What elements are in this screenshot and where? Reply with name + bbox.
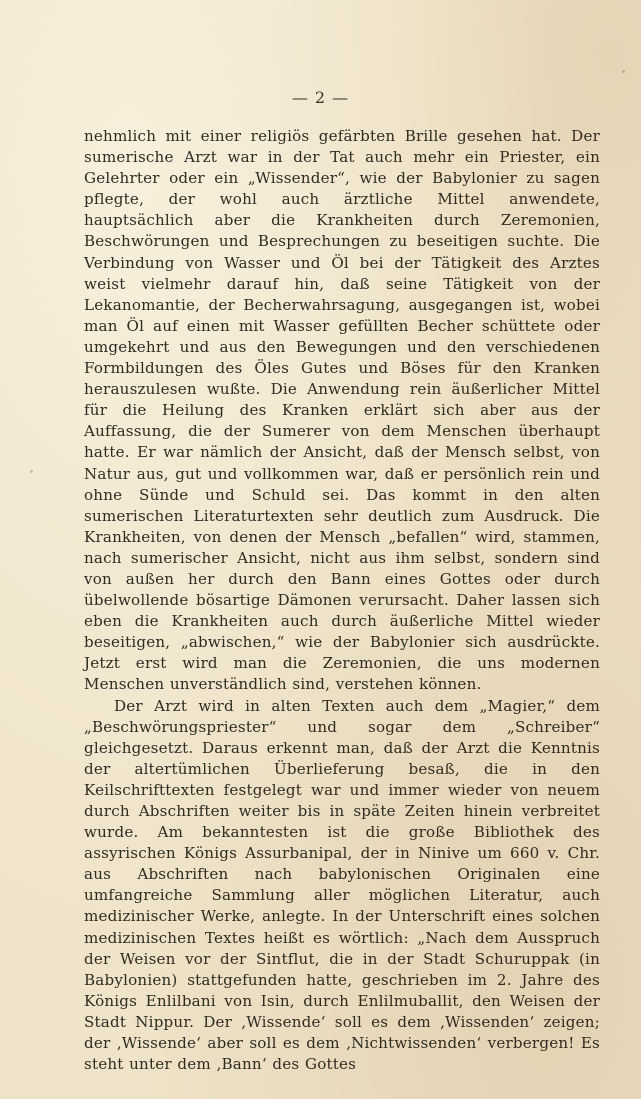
paper-speck — [283, 1020, 286, 1023]
page-number: — 2 — — [291, 88, 350, 107]
body-text — [84, 126, 600, 1075]
paper-speck — [30, 470, 33, 473]
paper-speck — [622, 70, 625, 73]
paragraph-1: nehmlich mit einer religiös gefärbten Brille gesehen hat. Der sumerische Arzt war in der Tat auch mehr ein Priester, ein Gelehrter oder ein „Wissender“, wie der Babylonier zu sagen pflegte, der wohl auch ärztliche Mittel anwendete, hauptsächlich aber die Krankheiten durch Zeremonien, Beschwörungen und Besprechungen zu beseitigen suchte. Die Verbindung von Wasser und Öl bei der Tätigkeit des Arztes weist vielmehr darauf hin, daß seine Tätigkeit von der Lekanomantie, der Becherwahrsagung, ausgegangen ist, wobei man Öl auf einen mit Wasser gefüllten Becher schüttete oder umgekehrt und aus den Bewegungen und den verschiedenen Formbildungen des Öles Gutes und Böses für den Kranken herauszulesen wußte. Die Anwendung rein äußerlicher Mittel für die Heilung des Kranken erklärt sich aber aus der Auffassung, die der Sumerer von dem Menschen überhaupt hatte. Er war nämlich der Ansicht, daß der Mensch selbst, von Natur aus, gut und vollkommen war, daß er persönlich rein und ohne Sünde und Schuld sei. Das kommt in den alten sumerischen Literaturtexten sehr deutlich zum Ausdruck. Die Krankheiten, von denen der Mensch „befallen“ wird, stammen, nach sumerischer Ansicht, nicht aus ihm selbst, sondern sind von außen her durch den Bann eines Gottes oder durch übelwollende bösartige Dämonen verursacht. Daher lassen sich eben die Krankheiten auch durch äußerliche Mittel wieder beseitigen, „abwischen,“ wie der Babylonier sich ausdrückte. Jetzt erst wird man die Zeremonien, die uns modernen Menschen unverständlich sind, verstehen können. — [84, 127, 600, 694]
paragraph-2: Der Arzt wird in alten Texten auch dem „Magier,“ dem „Beschwörungspriester“ und sogar dem „Schreiber“ gleichgesetzt. Daraus erkennt man, daß der Arzt die Kenntnis der altertümlichen Überlieferung besaß, die in den Keilschrifttexten festgelegt war und immer wieder von neuem durch Abschriften weiter bis in späte Zeiten hinein verbreitet wurde. Am bekanntesten ist die große Bibliothek des assyrischen Königs Assurbanipal, der in Ninive um 660 v. Chr. aus Abschriften nach babylonischen Originalen eine umfangreiche Sammlung aller möglichen Literatur, auch medizinischer Werke, anlegte. In der Unterschrift eines solchen medizinischen Textes heißt es wörtlich: „Nach dem Ausspruch der Weisen vor der Sintflut, die in der Stadt Schuruppak (in Babylonien) stattgefunden hatte, geschrieben im 2. Jahre des Königs Enlilbani von Isin, durch Enlilmuballit, den Weisen der Stadt Nippur. Der ‚Wissende‘ soll es dem ‚Wissenden‘ zeigen; der ‚Wissende‘ aber soll es dem ‚Nichtwissenden‘ verbergen! Es steht unter dem ‚Bann‘ des Gottes — [84, 696, 600, 1074]
